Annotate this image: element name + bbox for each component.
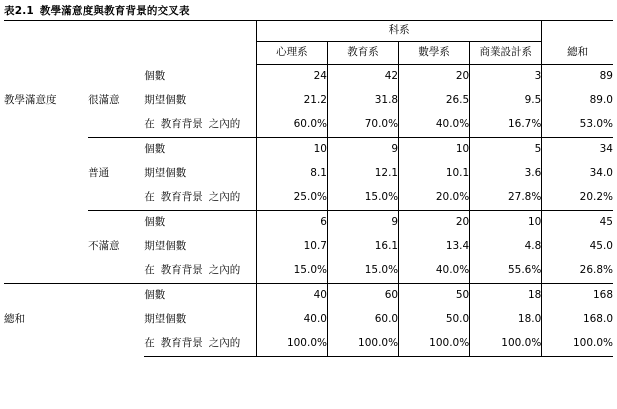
cell-value: 9 [327, 211, 398, 236]
header-blank-stat [144, 42, 256, 65]
row-variable-spacer [4, 259, 88, 284]
table-caption-text: 教學滿意度與教育背景的交叉表 [39, 5, 190, 17]
cell-value: 15.0% [327, 259, 398, 284]
row-category-不滿意: 不滿意 [88, 211, 144, 284]
cell-value: 70.0% [327, 113, 398, 138]
cell-value: 60.0 [327, 308, 398, 332]
cell-value: 10.1 [399, 162, 470, 186]
cell-value: 50.0 [399, 308, 470, 332]
stat-label-expected: 期望個數 [144, 89, 256, 113]
stat-within-prefix: 在 [144, 337, 155, 350]
header-corner-blank-3 [144, 21, 256, 42]
header-corner-blank-2 [88, 21, 144, 42]
cell-value: 89 [599, 70, 613, 83]
cell-value: 40.0% [399, 113, 470, 138]
cell-value: 10 [470, 211, 542, 236]
cell-value: 15.0% [256, 259, 327, 284]
stat-label-within [144, 332, 256, 357]
cell-value: 8.1 [256, 162, 327, 186]
cell-value: 89.0 [589, 94, 613, 107]
header-col-數學系: 數學系 [399, 42, 470, 65]
header-col-商業設計系: 商業設計系 [470, 42, 542, 65]
header-blank-rowcat [88, 42, 144, 65]
cell-value: 45.0 [589, 240, 613, 253]
cell-value: 16.7% [470, 113, 542, 138]
cell-value: 18.0 [470, 308, 542, 332]
stat-label-within [144, 113, 256, 138]
cell-value: 20.2% [579, 191, 613, 204]
header-corner-blank [4, 21, 88, 42]
cell-value: 10 [399, 138, 470, 163]
cell-value: 3 [470, 65, 542, 90]
row-variable-spacer [4, 138, 88, 163]
cell-value: 15.0% [327, 186, 398, 211]
stat-within-prefix: 在 [144, 191, 155, 204]
cell-value: 42 [327, 65, 398, 90]
stat-within-variable: 教育背景 [160, 264, 203, 277]
stat-label-expected: 期望個數 [144, 308, 256, 332]
cell-value: 60 [327, 284, 398, 309]
stat-label-within [144, 259, 256, 284]
row-variable-spacer [4, 235, 88, 259]
cell-value: 21.2 [256, 89, 327, 113]
stat-within-suffix: 之內的 [208, 191, 241, 204]
cell-value: 55.6% [470, 259, 542, 284]
table-row [4, 65, 613, 90]
stat-label-expected: 期望個數 [144, 162, 256, 186]
cell-value: 10 [256, 138, 327, 163]
cell-value: 3.6 [470, 162, 542, 186]
cell-value: 24 [256, 65, 327, 90]
cell-value: 25.0% [256, 186, 327, 211]
cell-value: 168.0 [582, 313, 613, 326]
cell-value: 20 [399, 211, 470, 236]
cell-value: 100.0% [256, 332, 327, 357]
header-col-總和: 總和 [542, 42, 613, 65]
table-header-col-row [4, 42, 613, 65]
cell-value: 10.7 [256, 235, 327, 259]
cell-value: 60.0% [256, 113, 327, 138]
cell-value: 34.0 [589, 167, 613, 180]
cell-value: 100.0% [470, 332, 542, 357]
stat-label-expected: 期望個數 [144, 235, 256, 259]
cell-value: 13.4 [399, 235, 470, 259]
stat-within-suffix: 之內的 [208, 118, 241, 131]
crosstab-table [4, 20, 613, 357]
cell-value: 50 [399, 284, 470, 309]
header-total-blank [542, 21, 613, 42]
cell-value: 100.0% [399, 332, 470, 357]
cell-value: 16.1 [327, 235, 398, 259]
cell-value: 40.0% [399, 259, 470, 284]
cell-value: 5 [470, 138, 542, 163]
table-row [4, 211, 613, 236]
cell-value: 27.8% [470, 186, 542, 211]
cell-value: 9.5 [470, 89, 542, 113]
cell-value: 34 [542, 138, 613, 163]
cell-value: 9 [327, 138, 398, 163]
row-variable-spacer [4, 211, 88, 236]
cell-value: 6 [256, 211, 327, 236]
stat-label-count: 個數 [144, 284, 256, 309]
row-category-很滿意: 很滿意 [88, 93, 120, 106]
header-blank-rowvar [4, 42, 88, 65]
header-col-教育系: 教育系 [327, 42, 398, 65]
cell-value: 31.8 [327, 89, 398, 113]
row-category-普通: 普通 [88, 138, 144, 211]
cell-value: 45 [542, 211, 613, 236]
stat-within-variable: 教育背景 [160, 337, 203, 350]
stat-within-prefix: 在 [144, 118, 155, 131]
cell-value: 100.0% [327, 332, 398, 357]
stat-label-within [144, 186, 256, 211]
cell-value: 168 [542, 284, 613, 309]
table-caption-number: 表2.1 [4, 5, 34, 17]
cell-value: 100.0% [542, 332, 613, 357]
stat-label-count: 個數 [144, 138, 256, 163]
cell-value: 18 [470, 284, 542, 309]
cell-value: 26.5 [399, 89, 470, 113]
row-variable-spacer [4, 162, 88, 186]
cell-value: 40.0 [256, 308, 327, 332]
table-caption [0, 0, 617, 20]
table-row [4, 138, 613, 163]
row-variable-spacer [4, 186, 88, 211]
row-total-category-blank [88, 284, 144, 357]
stat-within-variable: 教育背景 [160, 118, 203, 131]
stat-within-suffix: 之內的 [208, 337, 241, 350]
stat-within-variable: 教育背景 [160, 191, 203, 204]
stat-label-count: 個數 [144, 211, 256, 236]
header-group-科系: 科系 [256, 21, 541, 42]
table-row [4, 284, 613, 309]
cell-value: 40 [256, 284, 327, 309]
cell-value: 26.8% [579, 264, 613, 277]
cell-value: 53.0% [579, 118, 613, 131]
cell-value: 20 [399, 65, 470, 90]
cell-value: 4.8 [470, 235, 542, 259]
cell-value: 12.1 [327, 162, 398, 186]
header-col-心理系: 心理系 [256, 42, 327, 65]
table-header-group-row [4, 21, 613, 42]
row-total-label: 總和 [4, 284, 88, 357]
cell-value: 20.0% [399, 186, 470, 211]
stat-within-prefix: 在 [144, 264, 155, 277]
stat-label-count: 個數 [144, 65, 256, 90]
row-variable-label: 教學滿意度 [4, 94, 57, 107]
stat-within-suffix: 之內的 [208, 264, 241, 277]
